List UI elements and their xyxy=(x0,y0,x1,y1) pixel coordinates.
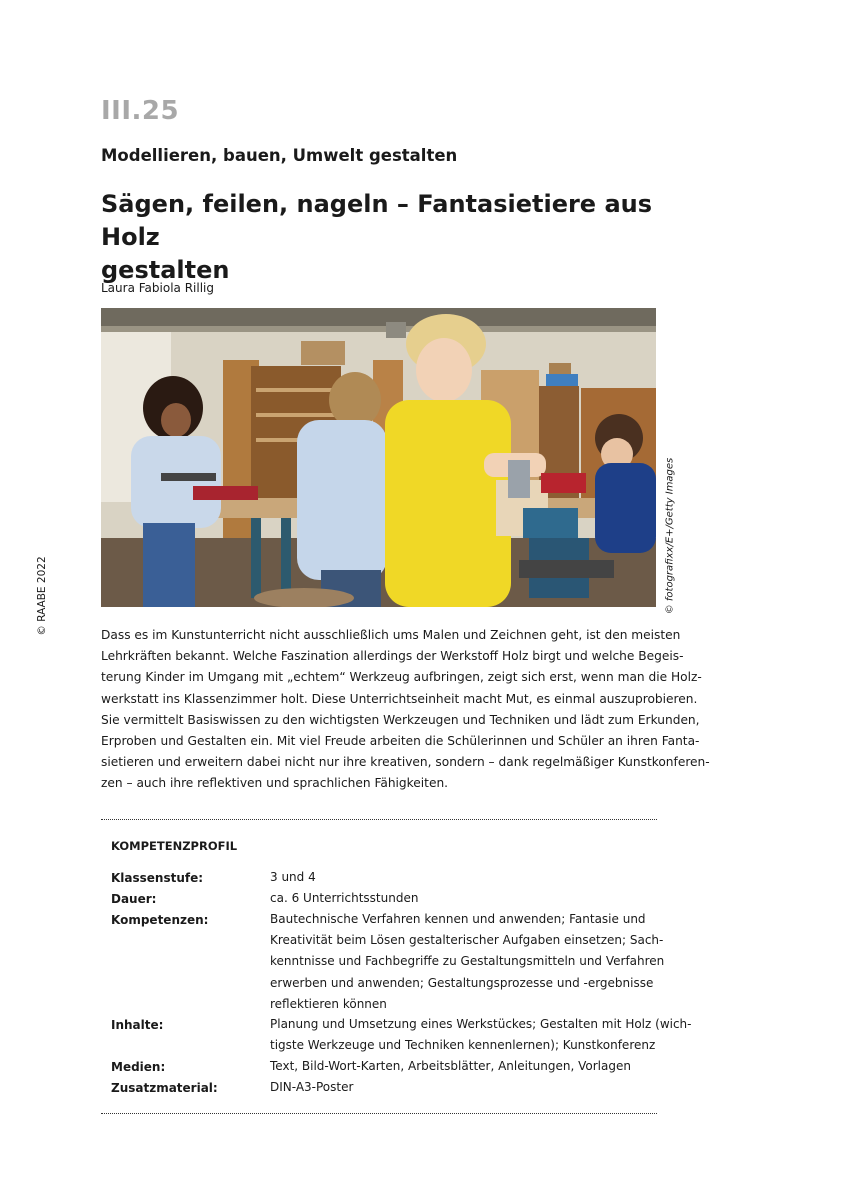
profile-label-dauer: Dauer: xyxy=(111,892,157,906)
profile-value-line: Text, Bild-Wort-Karten, Arbeitsblätter, Anleitungen, Vorlagen xyxy=(270,1059,631,1073)
divider-top xyxy=(101,819,657,820)
profile-value-zusatzmaterial xyxy=(270,1077,660,1098)
profile-label-medien: Medien: xyxy=(111,1060,166,1074)
intro-line: Lehrkräften bekannt. Welche Faszination allerdings der Werkstoff Holz birgt und welche Begeis- xyxy=(101,649,684,664)
category-heading: Modellieren, bauen, Umwelt gestalten xyxy=(101,146,458,165)
side-copyright: © RAABE 2022 xyxy=(36,556,48,636)
intro-line: terung Kinder im Umgang mit „echtem“ Werkzeug aufbringen, zeigt sich erst, wenn man die Holz- xyxy=(101,670,702,685)
intro-line: sietieren und erweitern dabei nicht nur ihre kreativen, sondern – dank regelmäßiger Kunstkonferen- xyxy=(101,755,710,770)
profile-label-kompetenzen: Kompetenzen: xyxy=(111,913,209,927)
profile-value-line: erwerben und anwenden; Gestaltungsprozesse und -ergebnisse xyxy=(270,975,654,990)
profile-value-kompetenzen xyxy=(270,909,665,1015)
profile-value-inhalte xyxy=(270,1014,692,1056)
profile-value-line: 3 und 4 xyxy=(270,870,316,884)
profile-heading: KOMPETENZPROFIL xyxy=(111,839,238,853)
profile-value-line: Planung und Umsetzung eines Werkstückes; Gestalten mit Holz (wich- xyxy=(270,1017,692,1031)
profile-value-line: reflektieren können xyxy=(270,996,387,1011)
section-code: III.25 xyxy=(101,96,180,126)
intro-line: Erproben und Gestalten ein. Mit viel Freude arbeiten die Schülerinnen und Schüler an ihren Fanta- xyxy=(101,734,700,749)
photo-credit: © fotografixx/E+/Getty Images xyxy=(664,457,676,615)
profile-value-line: Bautechnische Verfahren kennen und anwenden; Fantasie und xyxy=(270,912,646,926)
profile-value-line: kenntnisse und Fachbegriffe zu Gestaltungsmitteln und Verfahren xyxy=(270,954,665,969)
profile-label-klassenstufe: Klassenstufe: xyxy=(111,871,204,885)
title-line: gestalten xyxy=(101,256,230,284)
intro-line: zen – auch ihre reflektiven und sprachlichen Fähigkeiten. xyxy=(101,776,449,791)
profile-label-inhalte: Inhalte: xyxy=(111,1018,164,1032)
profile-value-line: Kreativität beim Lösen gestalterischer Aufgaben einsetzen; Sach- xyxy=(270,933,664,948)
profile-value-line: ca. 6 Unterrichtsstunden xyxy=(270,891,419,905)
page-title xyxy=(101,188,681,287)
intro-paragraph xyxy=(101,625,710,795)
profile-value-medien xyxy=(270,1056,660,1077)
profile-value-klassenstufe xyxy=(270,867,660,888)
profile-value-line: tigste Werkzeuge und Techniken kennenlernen); Kunstkonferenz xyxy=(270,1038,656,1053)
author-name: Laura Fabiola Rillig xyxy=(101,281,214,295)
title-line: Sägen, feilen, nageln – Fantasietiere aus Holz xyxy=(101,190,653,251)
intro-line: Dass es im Kunstunterricht nicht ausschließlich ums Malen und Zeichnen geht, ist den meisten xyxy=(101,628,681,642)
intro-line: werkstatt ins Klassenzimmer holt. Diese Unterrichtseinheit macht Mut, es einmal auszuprobieren. xyxy=(101,691,698,706)
intro-line: Sie vermittelt Basiswissen zu den wichtigsten Werkzeugen und Techniken und lädt zum Erkunden, xyxy=(101,712,700,727)
profile-label-zusatzmaterial: Zusatzmaterial: xyxy=(111,1081,218,1095)
profile-value-line: DIN-A3-Poster xyxy=(270,1080,354,1094)
divider-bottom xyxy=(101,1113,657,1114)
classroom-photo xyxy=(101,308,656,607)
profile-value-dauer xyxy=(270,888,660,909)
